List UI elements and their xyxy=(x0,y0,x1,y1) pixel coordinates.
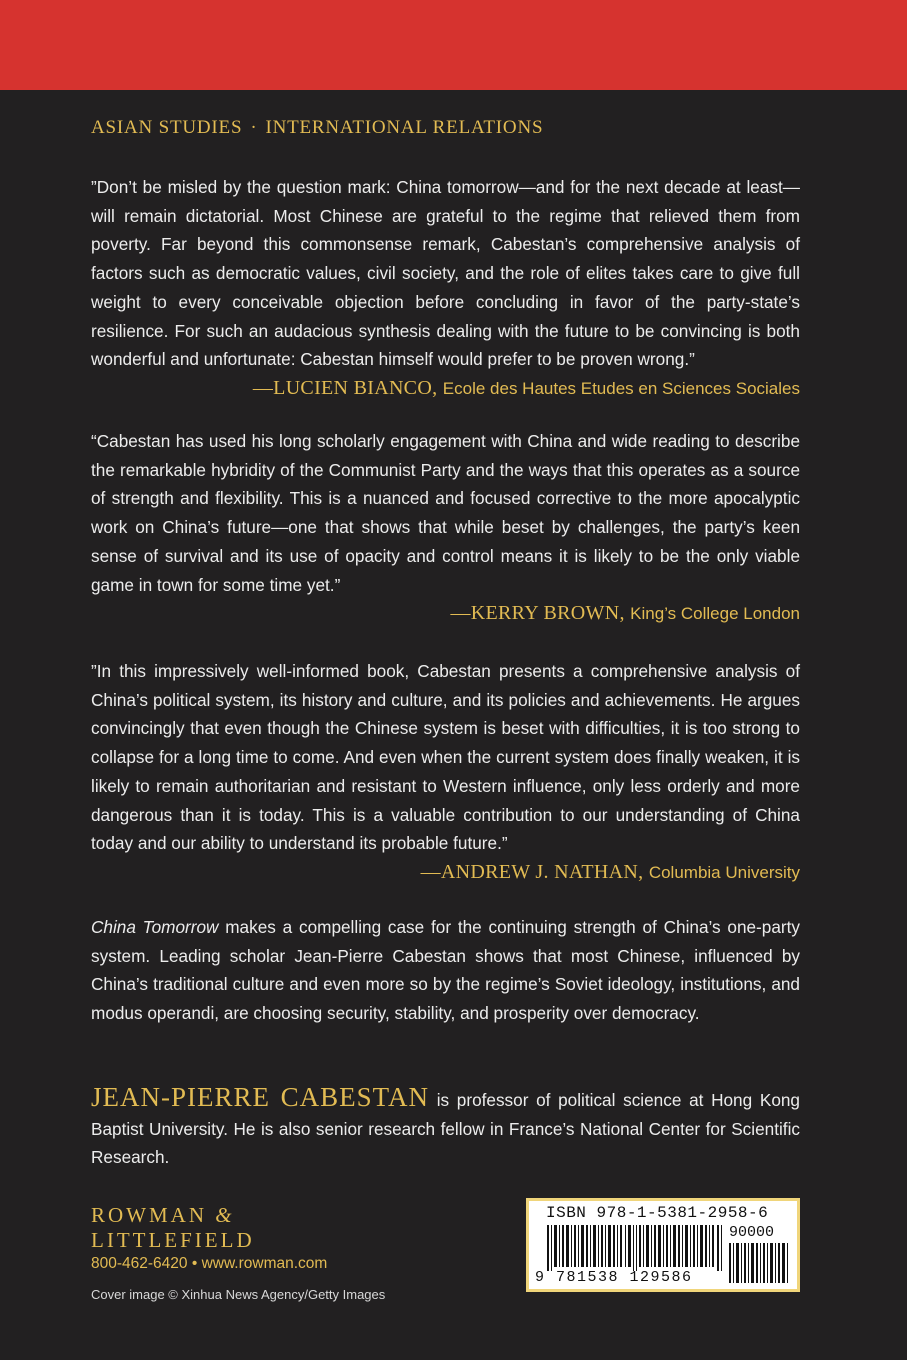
endorser-name: —KERRY BROWN, xyxy=(450,602,625,625)
endorser-name: —ANDREW J. NATHAN, xyxy=(420,860,644,883)
endorsement-text: “Cabestan has used his long scholarly engagement with China and wide reading to describe the remarkable hybridity of the Communist Party and the ways that this operates as a source of strength and flexibility. This is a nuanced and focused corrective to the more apocalyptic work on China’s future—one that shows that while beset by challenges, the party’s keen sense of survival and its use of opacity and control means it is likely to be the only viable game in town for some time yet.” xyxy=(91,431,800,595)
publisher-logo xyxy=(91,1203,255,1253)
endorsement-attribution xyxy=(91,374,800,404)
top-color-band xyxy=(0,0,907,90)
addon-barcode-bars-icon xyxy=(729,1243,789,1283)
category-asian-studies: ASIAN STUDIES xyxy=(91,117,243,138)
isbn-barcode xyxy=(526,1198,800,1292)
bio-text: is professor of political science at Hong Kong Baptist University. He is also senior research fellow in France’s National Center for Scientific Research. xyxy=(91,1090,800,1168)
endorsement-text: ”In this impressively well-informed book, Cabestan presents a comprehensive analysis of China’s political system, its history and culture, and its policies and achievements. He argues convincingly that even though the Chinese system is beset with difficulties, it is too strong to collapse for a long time to come. And even when the current system does finally weaken, it is likely to remain authoritarian and resistant to Western influence, only less orderly and more dangerous than it is today. This is a valuable contribution to our understanding of China today and our ability to understand its probable future.” xyxy=(91,661,800,854)
category-separator: · xyxy=(250,117,258,138)
author-name: JEAN-PIERRE CABESTAN xyxy=(91,1082,430,1112)
category-label xyxy=(91,117,543,139)
book-title: China Tomorrow xyxy=(91,917,219,937)
endorsement-3 xyxy=(91,657,800,888)
barcode-bars-icon xyxy=(547,1225,723,1271)
endorsement-attribution xyxy=(91,599,800,629)
publisher-line1: ROWMAN xyxy=(91,1203,207,1227)
ean-digits: 9 781538 129586 xyxy=(535,1269,693,1286)
endorser-affiliation: Columbia University xyxy=(648,862,800,882)
author-bio xyxy=(91,1083,800,1172)
isbn-number: ISBN 978-1-5381-2958-6 xyxy=(546,1204,769,1222)
category-international-relations: INTERNATIONAL RELATIONS xyxy=(265,117,544,138)
price-code: 90000 xyxy=(729,1224,775,1241)
endorsement-2 xyxy=(91,427,800,629)
publisher-contact: 800-462-6420 • www.rowman.com xyxy=(91,1255,328,1272)
endorsement-1 xyxy=(91,173,800,404)
endorser-name: —LUCIEN BIANCO, xyxy=(252,376,438,399)
endorser-affiliation: King’s College London xyxy=(630,604,800,624)
endorsement-attribution xyxy=(91,858,800,888)
cover-image-credit: Cover image © Xinhua News Agency/Getty Images xyxy=(91,1287,386,1302)
endorsement-text: ”Don’t be misled by the question mark: China tomorrow—and for the next decade at least—will remain dictatorial. Most Chinese are grateful to the regime that relieved them from poverty. Far beyond this commonsense remark, Cabestan’s comprehensive analysis of factors such as democratic values, civil society, and the role of elites takes care to give full weight to every conceivable objection before concluding in favor of the party-state’s resilience. For such an audacious synthesis dealing with the future to be convincing is both wonderful and unfortunate: Cabestan himself would prefer to be proven wrong.” xyxy=(91,177,800,370)
endorser-affiliation: Ecole des Hautes Etudes en Sciences Sociales xyxy=(442,378,800,398)
publisher-ampersand: & xyxy=(215,1203,232,1227)
description-text: makes a compelling case for the continuing strength of China’s one-party system. Leading scholar Jean-Pierre Cabestan shows that most Chinese, influenced by China’s traditional culture and even more so by the regime’s Soviet ideology, institutions, and modus operandi, are choosing security, stability, and prosperity over democracy. xyxy=(91,917,800,1024)
publisher-line2: LITTLEFIELD xyxy=(91,1228,255,1252)
book-description xyxy=(91,913,800,1028)
